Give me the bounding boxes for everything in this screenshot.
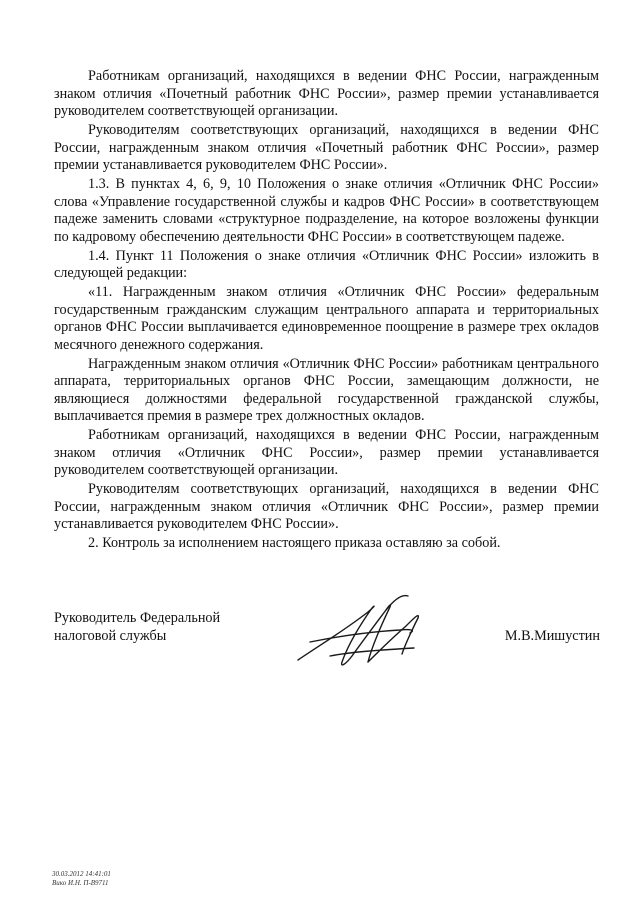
paragraph-7: Работникам организаций, находящихся в ведении ФНС России, награжденным знаком отличия «Отличник ФНС России», размер премии устанавливается руководителем соответствующей организации. bbox=[54, 427, 599, 478]
paragraph-8: Руководителям соответствующих организаций, находящихся в ведении ФНС России, награжденным знаком отличия «Отличник ФНС России», размер премии устанавливается руководителем ФНС России». bbox=[54, 481, 599, 532]
paragraph-5: «11. Награжденным знаком отличия «Отличник ФНС России» федеральным государственным гражданским служащим центрального аппарата и территориальных органов ФНС России выплачивается единовременное поощрение в размере трех окладов месячного денежного содержания. bbox=[54, 284, 599, 353]
document-footer bbox=[52, 870, 111, 888]
paragraph-3: 1.3. В пунктах 4, 6, 9, 10 Положения о знаке отличия «Отличник ФНС России» слова «Управление государственной службы и кадров ФНС России» в соответствующем падеже заменить словами «структурное подразделение, на которое возложены функции по кадровому обеспечению деятельности ФНС России» в соответствующем падеже. bbox=[54, 176, 599, 245]
handwritten-signature bbox=[290, 590, 430, 680]
footer-executor: Вико И.Н. П-В9711 bbox=[52, 879, 109, 887]
document-body bbox=[54, 68, 599, 554]
signatory-title bbox=[54, 609, 220, 645]
paragraph-4: 1.4. Пункт 11 Положения о знаке отличия «Отличник ФНС России» изложить в следующей редакции: bbox=[54, 247, 599, 281]
paragraph-2: Руководителям соответствующих организаций, находящихся в ведении ФНС России, награжденным знаком отличия «Почетный работник ФНС России», размер премии устанавливается руководителем ФНС России». bbox=[54, 122, 599, 173]
signatory-title-line-2: налоговой службы bbox=[54, 628, 167, 644]
paragraph-1: Работникам организаций, находящихся в ведении ФНС России, награжденным знаком отличия «Почетный работник ФНС России», размер премии устанавливается руководителем соответствующей организации. bbox=[54, 68, 599, 119]
footer-timestamp: 30.03.2012 14:41:01 bbox=[52, 870, 111, 878]
paragraph-9: 2. Контроль за исполнением настоящего приказа оставляю за собой. bbox=[88, 535, 501, 551]
signatory-name: М.В.Мишустин bbox=[504, 628, 600, 644]
paragraph-6: Награжденным знаком отличия «Отличник ФНС России» работникам центрального аппарата, территориальных органов ФНС России, замещающим должности, не являющиеся должностями федеральной государственной гражданской службы, выплачивается премия в размере трех должностных окладов. bbox=[54, 355, 599, 424]
signatory-title-line-1: Руководитель Федеральной bbox=[54, 610, 221, 626]
